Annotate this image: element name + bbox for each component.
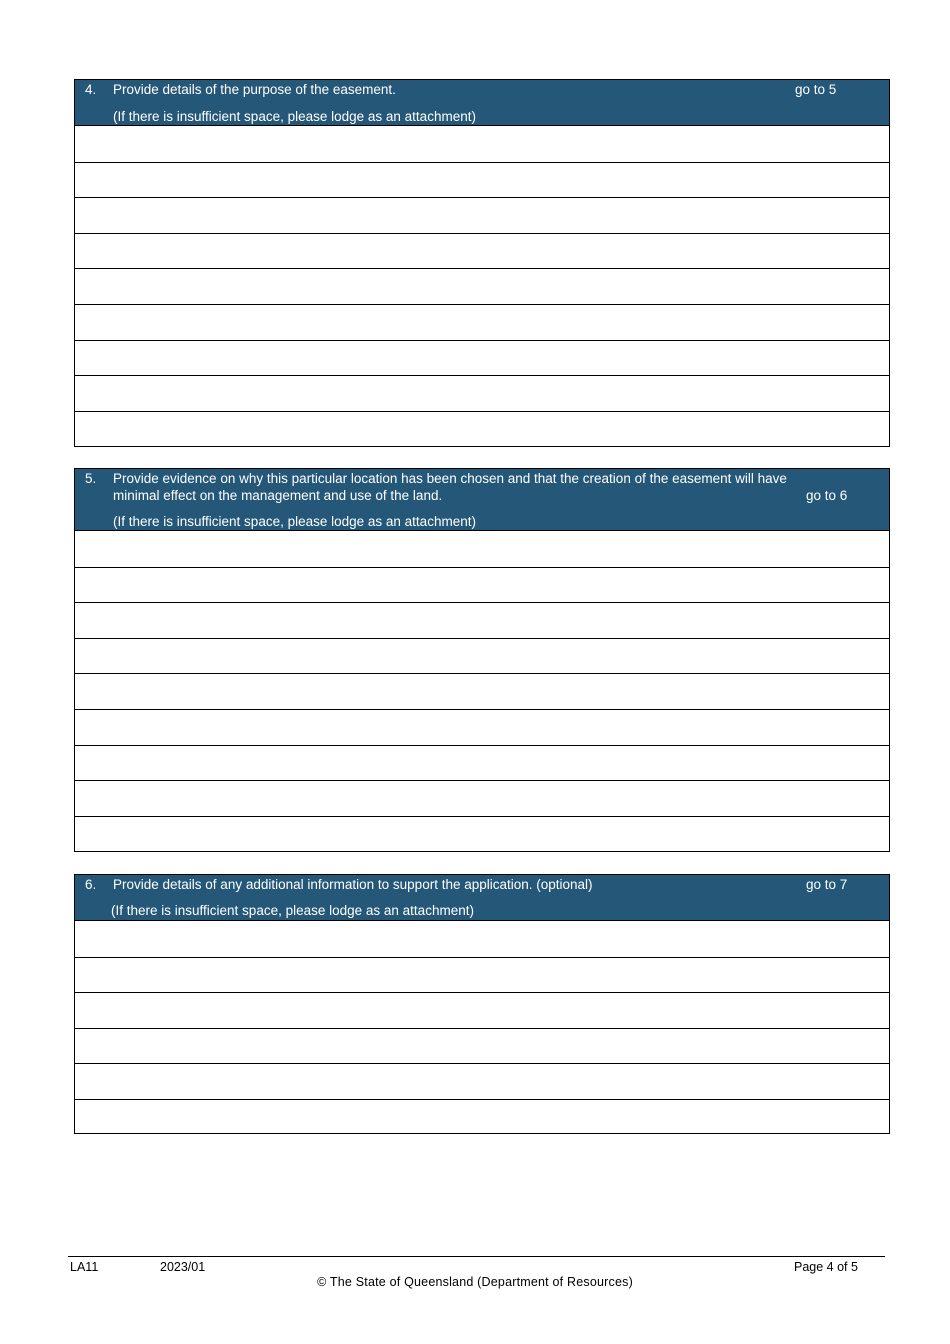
section-6-answer-lines[interactable] — [75, 921, 889, 1135]
section-6-goto: go to 7 — [806, 877, 848, 892]
section-6-title: Provide details of any additional information to support the application. (optional) — [113, 877, 593, 892]
section-5-note: (If there is insufficient space, please lodge as an attachment) — [113, 514, 476, 529]
section-6-header — [75, 875, 889, 921]
section-4-note: (If there is insufficient space, please lodge as an attachment) — [113, 109, 476, 124]
answer-line[interactable] — [75, 411, 889, 447]
section-4-goto: go to 5 — [795, 82, 837, 97]
section-6-number: 6. — [85, 877, 97, 892]
answer-line[interactable] — [75, 567, 889, 603]
answer-line[interactable] — [75, 375, 889, 411]
answer-line[interactable] — [75, 1099, 889, 1135]
footer-divider — [68, 1256, 885, 1257]
section-5-header — [75, 469, 889, 531]
answer-line[interactable] — [75, 816, 889, 852]
section-5-answer-lines[interactable] — [75, 531, 889, 851]
section-6-note: (If there is insufficient space, please lodge as an attachment) — [111, 903, 474, 918]
answer-line[interactable] — [75, 268, 889, 304]
answer-line[interactable] — [75, 197, 889, 233]
answer-line[interactable] — [75, 745, 889, 781]
footer-form-code: LA11 — [70, 1260, 99, 1274]
answer-line[interactable] — [75, 957, 889, 993]
answer-line[interactable] — [75, 531, 889, 567]
answer-line[interactable] — [75, 1028, 889, 1064]
answer-line[interactable] — [75, 1063, 889, 1099]
answer-line[interactable] — [75, 162, 889, 198]
answer-line[interactable] — [75, 602, 889, 638]
section-5 — [74, 468, 890, 852]
answer-line[interactable] — [75, 638, 889, 674]
answer-line[interactable] — [75, 709, 889, 745]
section-5-goto: go to 6 — [806, 488, 848, 503]
section-4-header — [75, 80, 889, 126]
section-4-number: 4. — [85, 82, 97, 97]
answer-line[interactable] — [75, 304, 889, 340]
answer-line[interactable] — [75, 992, 889, 1028]
footer-page-number: Page 4 of 5 — [794, 1260, 858, 1274]
section-5-number: 5. — [85, 471, 97, 486]
section-5-title: Provide evidence on why this particular location has been chosen and that the creation of the easement will have minimal effect on the management and use of the land. — [113, 471, 787, 503]
section-6 — [74, 874, 890, 1134]
answer-line[interactable] — [75, 780, 889, 816]
section-4-title: Provide details of the purpose of the easement. — [113, 82, 396, 97]
footer-version: 2023/01 — [160, 1260, 206, 1274]
footer-copyright: © The State of Queensland (Department of Resources) — [317, 1275, 633, 1289]
section-4-answer-lines[interactable] — [75, 126, 889, 446]
answer-line[interactable] — [75, 233, 889, 269]
answer-line[interactable] — [75, 673, 889, 709]
answer-line[interactable] — [75, 921, 889, 957]
answer-line[interactable] — [75, 126, 889, 162]
answer-line[interactable] — [75, 340, 889, 376]
section-4 — [74, 79, 890, 447]
